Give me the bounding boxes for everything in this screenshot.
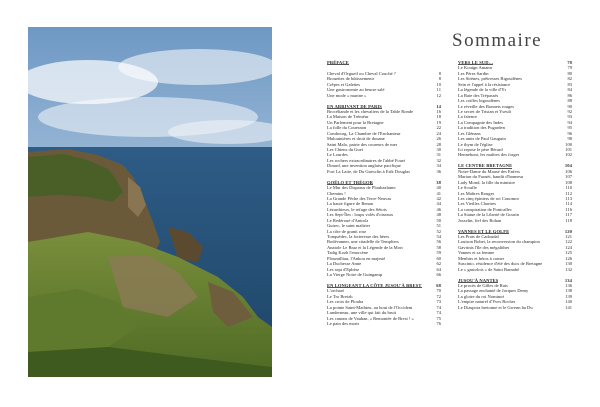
toc-entry-title: Une mode « marine »: [327, 92, 367, 98]
toc-entry-title: La tradition des Pugarden: [458, 125, 505, 131]
toc-entry-title: GOËLO ET TRÉGOR: [327, 179, 374, 185]
toc-entry-title: Bodévanner, une citadelle de Templiers: [327, 239, 399, 245]
toc-entry-title: Le Redéroué d'Antrola: [327, 217, 369, 223]
toc-page-number: 30: [436, 147, 441, 152]
toc-page-number: 42: [436, 195, 441, 201]
toc-entry-title: Gavrinis l'île des mégalithes: [458, 244, 510, 250]
toc-entry-title: Le Kouign Amann: [458, 65, 492, 71]
toc-page-number: 16: [436, 108, 441, 114]
toc-entry-title: Le réveille des Bonnets rouges: [458, 103, 515, 109]
toc-entry-title: Dinard, une invention anglaise pacifique: [327, 163, 401, 169]
toc-entry-title: La Grande Pêche des Terre-Neuvas: [327, 195, 392, 201]
toc-entry-title: LE CENTRE BRETAGNE: [458, 163, 513, 169]
toc-page-number: 130: [565, 261, 572, 267]
toc-page-number: 56: [436, 239, 441, 245]
toc-entry-title: Les Glénans: [458, 130, 481, 136]
toc-entry-title: La Statue de la Liberté de Gourin: [458, 212, 519, 218]
toc-page-number: 139: [565, 293, 572, 299]
toc-column-right: [458, 60, 572, 310]
toc-entry-title: Louison Bobet, la reconversion du champion: [458, 239, 540, 245]
toc-page-number: [439, 60, 441, 65]
toc-page-number: 90: [567, 103, 572, 109]
toc-page-number: 82: [567, 76, 572, 82]
toc-page-number: 117: [565, 212, 572, 218]
toc-entry-title: Chemins !: [327, 190, 346, 196]
toc-page-number: 38: [436, 179, 441, 185]
toc-page-number: 60: [436, 255, 441, 261]
toc-entry-title: Brocéliande et les chevaliers de la Table Ronde: [327, 108, 414, 114]
toc-entry-title: Le procès de Gilles de Rais: [458, 282, 508, 288]
toc-page-number: 98: [567, 136, 572, 142]
toc-page-number: 14: [436, 103, 441, 109]
toc-entry-title: Sein et l'appel à la résistance: [458, 81, 511, 87]
toc-entry-title: JUSQU'À NANTES: [458, 277, 499, 283]
toc-entry-title: La conspiration de Pontcallec: [458, 206, 512, 212]
toc-entry-title: VERS LE SUD…: [458, 60, 494, 65]
toc-page-number: 59: [436, 250, 441, 256]
toc-entry-title: Les cinq épiniers de roi Conomor: [458, 195, 519, 201]
toc-page-number: 88: [567, 98, 572, 104]
toc-page-number: 8: [438, 70, 441, 76]
toc-entry-title: La pointe Saint-Mathieu, au bout de l'Occident: [327, 304, 413, 310]
toc-entry-title: Les Sirènes, prêtresses Bigoudènes: [458, 76, 522, 82]
toc-entry-title: Cheval d'Orgueil ou Cheval Couché ?: [327, 70, 396, 76]
toc-page-number: 102: [565, 152, 572, 158]
toc-entry-title: Les rochers extraordinaires de l'abbé Fouré: [327, 157, 406, 163]
toc-page-number: 94: [567, 119, 572, 125]
toc-entry-title: Vannes et sa femme: [458, 250, 495, 256]
toc-page-number: 108: [565, 179, 572, 185]
toc-entry-title: La faïence: [458, 114, 478, 120]
toc-page-number: 96: [567, 130, 572, 136]
toc-page-number: 26: [436, 136, 441, 142]
toc-page-number: 18: [436, 114, 441, 120]
toc-page-number: 48: [436, 212, 441, 218]
toc-page-number: 40: [436, 185, 441, 191]
toc-page-number: 80: [567, 70, 572, 76]
toc-page-number: 32: [436, 157, 441, 163]
toc-page-number: 72: [436, 293, 441, 299]
toc-entry-title: PRÉFACE: [327, 60, 349, 65]
toc-page-number: 104: [564, 163, 572, 169]
toc-page-number: 110: [565, 185, 572, 191]
toc-entry-title: Fort La Latte, de Du Guesclin à Erik Douglas: [327, 168, 410, 174]
toc-entry-title: L'orchard: [327, 288, 345, 294]
toc-page-number: 10: [436, 81, 441, 87]
toc-entry-title: Le pain des morts: [327, 321, 360, 326]
toc-entry-title: Hennebont, les maîtres des forges: [458, 152, 520, 158]
toc-entry-title: Landerneau, une ville qui fait du bruit: [327, 310, 397, 316]
toc-entry-title: Le Diaspora bretonne et le Gwenn ha Du: [458, 304, 533, 310]
toc-page-number: 36: [436, 168, 441, 174]
toc-entry[interactable]: [327, 321, 441, 326]
toc-entry[interactable]: [458, 305, 572, 310]
toc-entry-title: Combourg, La Chambre de l'Enchanteur: [327, 130, 401, 136]
toc-entry-title: Lady Mond, la fille du ministre: [458, 179, 516, 185]
toc-page-number: 58: [436, 244, 441, 250]
toc-page-number: 132: [565, 266, 572, 272]
toc-page-number: 19: [436, 119, 441, 125]
toc-column-left: [327, 60, 441, 326]
toc-entry-title: Une gastronomie au beurre salé: [327, 87, 385, 93]
toc-page-number: 28: [436, 141, 441, 147]
toc-entry-title: EN LONGEANT LA CÔTE JUSQU'À BREST: [327, 282, 422, 288]
toc-page-number: 22: [436, 125, 441, 131]
page-title: Sommaire: [452, 30, 543, 51]
toc-page-number: 118: [565, 217, 572, 223]
toc-page-number: 46: [436, 206, 441, 212]
toc-page-number: 126: [565, 255, 572, 261]
toc-page-number: 93: [567, 114, 572, 120]
toc-page-number: 106: [565, 168, 572, 174]
toc-entry-title: Le Tro Breizh: [327, 293, 353, 299]
toc-page-number: 114: [565, 201, 572, 207]
toc-page-number: 41: [436, 190, 441, 196]
toc-page-number: 134: [564, 277, 572, 283]
toc-page-number: 50: [436, 217, 441, 223]
toc-entry-title: Les coiffes bigoudènes: [458, 98, 500, 104]
toc-page-number: 116: [565, 206, 572, 212]
toc-page-number: 136: [565, 282, 572, 288]
toc-entry-title: Le Mur des Disparus de Ploubazlanec: [327, 185, 397, 191]
toc-page-number: 78: [567, 60, 572, 65]
toc-entry-title: Tadig Kozh l'enorcène: [327, 250, 368, 256]
toc-entry-title: Saint Malo, patrie des coureurs de mer: [327, 141, 398, 147]
toc-page-number: 76: [436, 321, 441, 326]
toc-entry-title: Les Pères Sardin: [458, 70, 489, 76]
toc-page-number: 11: [436, 87, 441, 93]
toc-entry-title: La Baie des Trépassés: [458, 92, 499, 98]
toc-page-number: 101: [565, 147, 572, 152]
toc-page-number: 124: [565, 244, 572, 250]
toc-page-number: 31: [436, 152, 441, 158]
toc-entry-title: Ici repose le père Bérard: [458, 147, 503, 152]
toc-entry-title: Le « gastolois » de Saint Barnabé: [458, 266, 520, 272]
toc-entry-title: La Compagnie des Indes: [458, 119, 504, 125]
toc-page-number: 84: [567, 87, 572, 93]
toc-page-number: 54: [436, 234, 441, 239]
toc-page-number: 74: [436, 310, 441, 316]
toc-page-number: 51: [436, 223, 441, 229]
toc-entry-title: Le thym de l'église: [458, 141, 493, 147]
toc-page-number: 120: [564, 228, 572, 234]
toc-entry-title: Ploumilliau, l'Ankou en majesté: [327, 255, 386, 261]
toc-entry-title: VANNES ET LE GOLFE: [458, 228, 510, 234]
toc-page-number: 112: [565, 190, 572, 196]
toc-entry-title: Notre-Dame du Mausé des Enfers: [458, 168, 520, 174]
toc-entry-title: Les Vieilles Chartres: [458, 201, 497, 207]
toc-page-number: 92: [567, 108, 572, 114]
toc-entry-title: La Vierge Noire de Guingamp: [327, 272, 383, 278]
toc-page-number: 100: [565, 141, 572, 147]
toc-page-number: 12: [436, 92, 441, 98]
toc-entry-title: La Maison de Tréméur: [327, 114, 369, 120]
toc-page-number: 95: [567, 125, 572, 131]
toc-entry-title: Le Scrafle: [458, 185, 477, 191]
toc-entry-title: Un Parlement pour la Bretagne: [327, 119, 384, 125]
toc-page-number: 113: [565, 195, 572, 201]
toc-entry-title: Anatole Le Braz et la Légende de la Mort: [327, 244, 403, 250]
toc-entry-title: Les amis de Paul Gauguin: [458, 136, 506, 142]
toc-entry-title: Les Maîtres Rouges: [458, 190, 495, 196]
toc-entry-title: Le secret de Tristan et Yseult: [458, 108, 511, 114]
toc-page-number: 79: [567, 65, 572, 71]
toc-entry-title: Brouettes de bûtissements: [327, 76, 375, 82]
toc-page-number: 75: [436, 315, 441, 321]
toc-entry-title: Les sept d'Ephèse: [327, 266, 360, 272]
toc-page-number: 83: [567, 81, 572, 87]
toc-entry-title: Crêpes et Galettes: [327, 81, 361, 87]
toc-entry-title: La côte de granit rose: [327, 228, 367, 234]
toc-entry-title: La gloire du roi Nominoë: [458, 293, 505, 299]
toc-page-number: 73: [436, 299, 441, 305]
toc-entry-title: Suscinio, résidence d'été des ducs de Bretagne: [458, 261, 543, 267]
toc-entry-title: Guirec, le saint maîtrier: [327, 223, 371, 229]
toc-page-number: 70: [436, 288, 441, 294]
toc-entry-title: Josselin, fief des Rohan: [458, 217, 502, 223]
toc-entry-title: Les Chiens du Guet: [327, 147, 363, 152]
toc-entry-title: La haute figure de Renan: [327, 201, 373, 207]
toc-entry-title: Menhirs et héros à comes: [458, 255, 505, 261]
toc-page-number: 34: [436, 163, 441, 169]
toc-page-number: 8: [438, 76, 441, 82]
toc-entry-title: Marion du Faouët, bandit d'honneur: [458, 174, 524, 180]
toc-page-number: 138: [565, 288, 572, 294]
toc-page-number: 122: [565, 239, 572, 245]
toc-page-number: 64: [436, 266, 441, 272]
toc-entry-title: La passage enchanté de Jacques Demy: [458, 288, 529, 294]
toc-entry-title: La folle du Couesnon: [327, 125, 367, 131]
toc-page-number: 141: [565, 304, 572, 310]
toc-page-number: 121: [565, 234, 572, 239]
toc-page-number: 86: [567, 92, 572, 98]
toc-entry-title: EN ARRIVANT DE PARIS: [327, 103, 382, 109]
toc-entry-title: Tonquédec, la forteresse des hères: [327, 234, 390, 239]
toc-page-number: 68: [436, 282, 441, 288]
toc-page-number: 125: [565, 250, 572, 256]
toc-page-number: 107: [565, 174, 572, 180]
toc-entry-title: Les Sept-Îles : loups volés d'oiseaux: [327, 212, 394, 218]
toc-entry-title: Les canons de Vauban, « Remontée de Brest ! »: [327, 315, 414, 321]
toc-entry-title: Le Lourdes: [327, 152, 348, 158]
toc-entry-title: Les croix de Plouha: [327, 299, 364, 305]
toc-entry-title: Malouinières et droit de douane: [327, 136, 385, 142]
toc-page-number: 24: [436, 130, 441, 136]
toc-page-number: 74: [436, 304, 441, 310]
toc-entry-title: L'empire naturel d'Yves Rocher: [458, 299, 516, 305]
toc-entry-title: Lézardrieux, le refuge des Sétois: [327, 206, 387, 212]
toc-entry-title: Les Prats de Cadoudal: [458, 234, 499, 239]
toc-page-number: 62: [436, 261, 441, 267]
coastal-cliffs-photo: [28, 27, 272, 377]
toc-page-number: 52: [436, 228, 441, 234]
toc-entry-title: La légende de la ville d'Ys: [458, 87, 507, 93]
toc-page-number: 44: [436, 201, 441, 207]
toc-entry-title: La Duchesse Anne: [327, 261, 362, 267]
toc-page-number: 66: [436, 272, 441, 278]
toc-page-number: 140: [565, 299, 572, 305]
